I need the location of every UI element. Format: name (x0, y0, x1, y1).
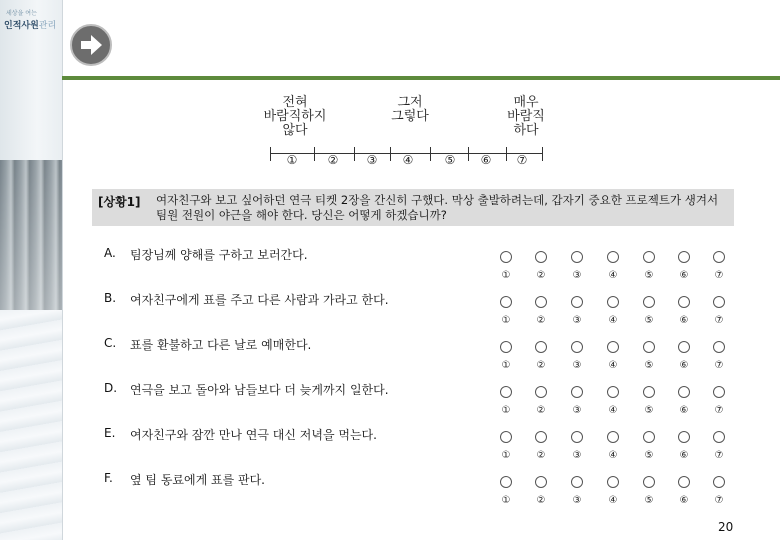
logo-tagline: 세상을 여는 (6, 10, 37, 17)
scale-number: ④ (402, 153, 414, 167)
radio-number: ② (536, 450, 546, 461)
option-radio[interactable] (713, 431, 725, 443)
option-letter: E. (104, 426, 116, 440)
radio-number: ⑤ (644, 405, 654, 416)
situation-box (92, 189, 734, 226)
scale-tick (542, 147, 543, 161)
radio-number: ④ (608, 315, 618, 326)
option-radio[interactable] (535, 431, 547, 443)
logo (4, 18, 56, 31)
scale-number: ① (286, 153, 298, 167)
option-radio[interactable] (643, 386, 655, 398)
option-radio[interactable] (678, 341, 690, 353)
situation-tag: [상황1] (98, 195, 141, 209)
option-text: 팀장님께 양해를 구하고 보러간다. (130, 248, 308, 262)
option-radio[interactable] (571, 296, 583, 308)
option-letter: B. (104, 291, 117, 305)
radio-number: ① (501, 270, 511, 281)
radio-number: ③ (572, 315, 582, 326)
radio-number: ⑥ (679, 450, 689, 461)
scale-label-high: 매우 바람직 하다 (507, 95, 545, 138)
option-radio[interactable] (678, 296, 690, 308)
option-text: 표를 환불하고 다른 날로 예매한다. (130, 338, 312, 352)
radio-number: ⑥ (679, 360, 689, 371)
scale-tick (468, 147, 469, 161)
option-radio[interactable] (571, 386, 583, 398)
option-letter: C. (104, 336, 117, 350)
radio-number: ⑦ (714, 450, 724, 461)
radio-number: ③ (572, 360, 582, 371)
scale-label-low: 전혀 바람직하지 않다 (263, 95, 327, 138)
option-radio[interactable] (571, 476, 583, 488)
option-radio[interactable] (678, 476, 690, 488)
option-radio[interactable] (571, 251, 583, 263)
scale-number: ⑥ (480, 153, 492, 167)
option-radio[interactable] (500, 476, 512, 488)
option-radio[interactable] (713, 251, 725, 263)
header-accent-bar (62, 76, 780, 80)
scale-number: ⑤ (444, 153, 456, 167)
option-radio[interactable] (643, 476, 655, 488)
radio-number: ⑦ (714, 495, 724, 506)
radio-number: ③ (572, 495, 582, 506)
radio-number: ⑥ (679, 405, 689, 416)
scale-label-mid: 그저 그렇다 (391, 95, 429, 124)
option-radio[interactable] (607, 476, 619, 488)
option-radio[interactable] (643, 296, 655, 308)
radio-number: ④ (608, 450, 618, 461)
option-radio[interactable] (535, 251, 547, 263)
option-radio[interactable] (713, 476, 725, 488)
radio-number: ③ (572, 270, 582, 281)
scale-tick (506, 147, 507, 161)
option-text: 여자친구에게 표를 주고 다른 사람과 가라고 한다. (130, 293, 389, 307)
scale-number: ③ (366, 153, 378, 167)
radio-number: ① (501, 405, 511, 416)
scale-tick (270, 147, 271, 161)
option-radio[interactable] (500, 386, 512, 398)
radio-number: ⑥ (679, 315, 689, 326)
option-radio[interactable] (607, 431, 619, 443)
option-radio[interactable] (535, 386, 547, 398)
radio-number: ⑥ (679, 270, 689, 281)
option-letter: D. (104, 381, 118, 395)
radio-number: ⑤ (644, 450, 654, 461)
scale-tick (314, 147, 315, 161)
radio-number: ④ (608, 360, 618, 371)
option-radio[interactable] (713, 341, 725, 353)
radio-number: ⑦ (714, 360, 724, 371)
option-radio[interactable] (571, 341, 583, 353)
radio-number: ⑤ (644, 315, 654, 326)
radio-number: ③ (572, 405, 582, 416)
radio-number: ⑦ (714, 405, 724, 416)
option-text: 옆 팀 동료에게 표를 판다. (130, 473, 265, 487)
radio-number: ④ (608, 270, 618, 281)
scale-tick (354, 147, 355, 161)
radio-number: ⑤ (644, 270, 654, 281)
radio-number: ② (536, 495, 546, 506)
option-radio[interactable] (500, 341, 512, 353)
left-decorative-strip (0, 0, 62, 540)
option-text: 여자친구와 잠깐 만나 연극 대신 저녁을 먹는다. (130, 428, 377, 442)
decorative-texture (0, 310, 62, 540)
option-radio[interactable] (607, 251, 619, 263)
logo-accent-text: 관리 (38, 21, 57, 31)
option-radio[interactable] (643, 431, 655, 443)
scale-tick (430, 147, 431, 161)
logo-main-text: 인적사원 (4, 21, 39, 31)
radio-number: ④ (608, 495, 618, 506)
radio-number: ③ (572, 450, 582, 461)
radio-number: ② (536, 360, 546, 371)
option-radio[interactable] (713, 296, 725, 308)
radio-number: ⑦ (714, 270, 724, 281)
option-radio[interactable] (500, 431, 512, 443)
option-radio[interactable] (571, 431, 583, 443)
option-radio[interactable] (678, 386, 690, 398)
scale-number: ⑦ (516, 153, 528, 167)
radio-number: ① (501, 495, 511, 506)
radio-number: ⑥ (679, 495, 689, 506)
radio-number: ① (501, 450, 511, 461)
option-letter: A. (104, 246, 116, 260)
scale-number: ② (327, 153, 339, 167)
radio-number: ② (536, 405, 546, 416)
radio-number: ① (501, 360, 511, 371)
radio-number: ⑤ (644, 495, 654, 506)
radio-number: ⑦ (714, 315, 724, 326)
option-radio[interactable] (535, 476, 547, 488)
arrow-right-icon (78, 32, 104, 58)
situation-text: 여자친구와 보고 싶어하던 연극 티켓 2장을 간신히 구했다. 막상 출발하려는데, 갑자기 중요한 프로젝트가 생겨서 팀원 전원이 야근을 해야 한다. 당신은 어떻게 하겠습니까? (156, 193, 719, 222)
option-radio[interactable] (678, 251, 690, 263)
option-radio[interactable] (678, 431, 690, 443)
decorative-photo (0, 160, 62, 310)
next-button[interactable] (70, 24, 112, 66)
option-radio[interactable] (500, 251, 512, 263)
option-radio[interactable] (500, 296, 512, 308)
option-radio[interactable] (713, 386, 725, 398)
option-radio[interactable] (607, 296, 619, 308)
option-radio[interactable] (535, 341, 547, 353)
option-radio[interactable] (535, 296, 547, 308)
radio-number: ② (536, 315, 546, 326)
option-radio[interactable] (643, 341, 655, 353)
option-radio[interactable] (607, 386, 619, 398)
vertical-divider (62, 0, 63, 540)
option-radio[interactable] (607, 341, 619, 353)
radio-number: ② (536, 270, 546, 281)
radio-number: ④ (608, 405, 618, 416)
option-letter: F. (104, 471, 113, 485)
radio-number: ① (501, 315, 511, 326)
page-number: 20 (718, 520, 734, 534)
radio-number: ⑤ (644, 360, 654, 371)
option-radio[interactable] (643, 251, 655, 263)
option-text: 연극을 보고 돌아와 남들보다 더 늦게까지 일한다. (130, 383, 389, 397)
scale-tick (390, 147, 391, 161)
